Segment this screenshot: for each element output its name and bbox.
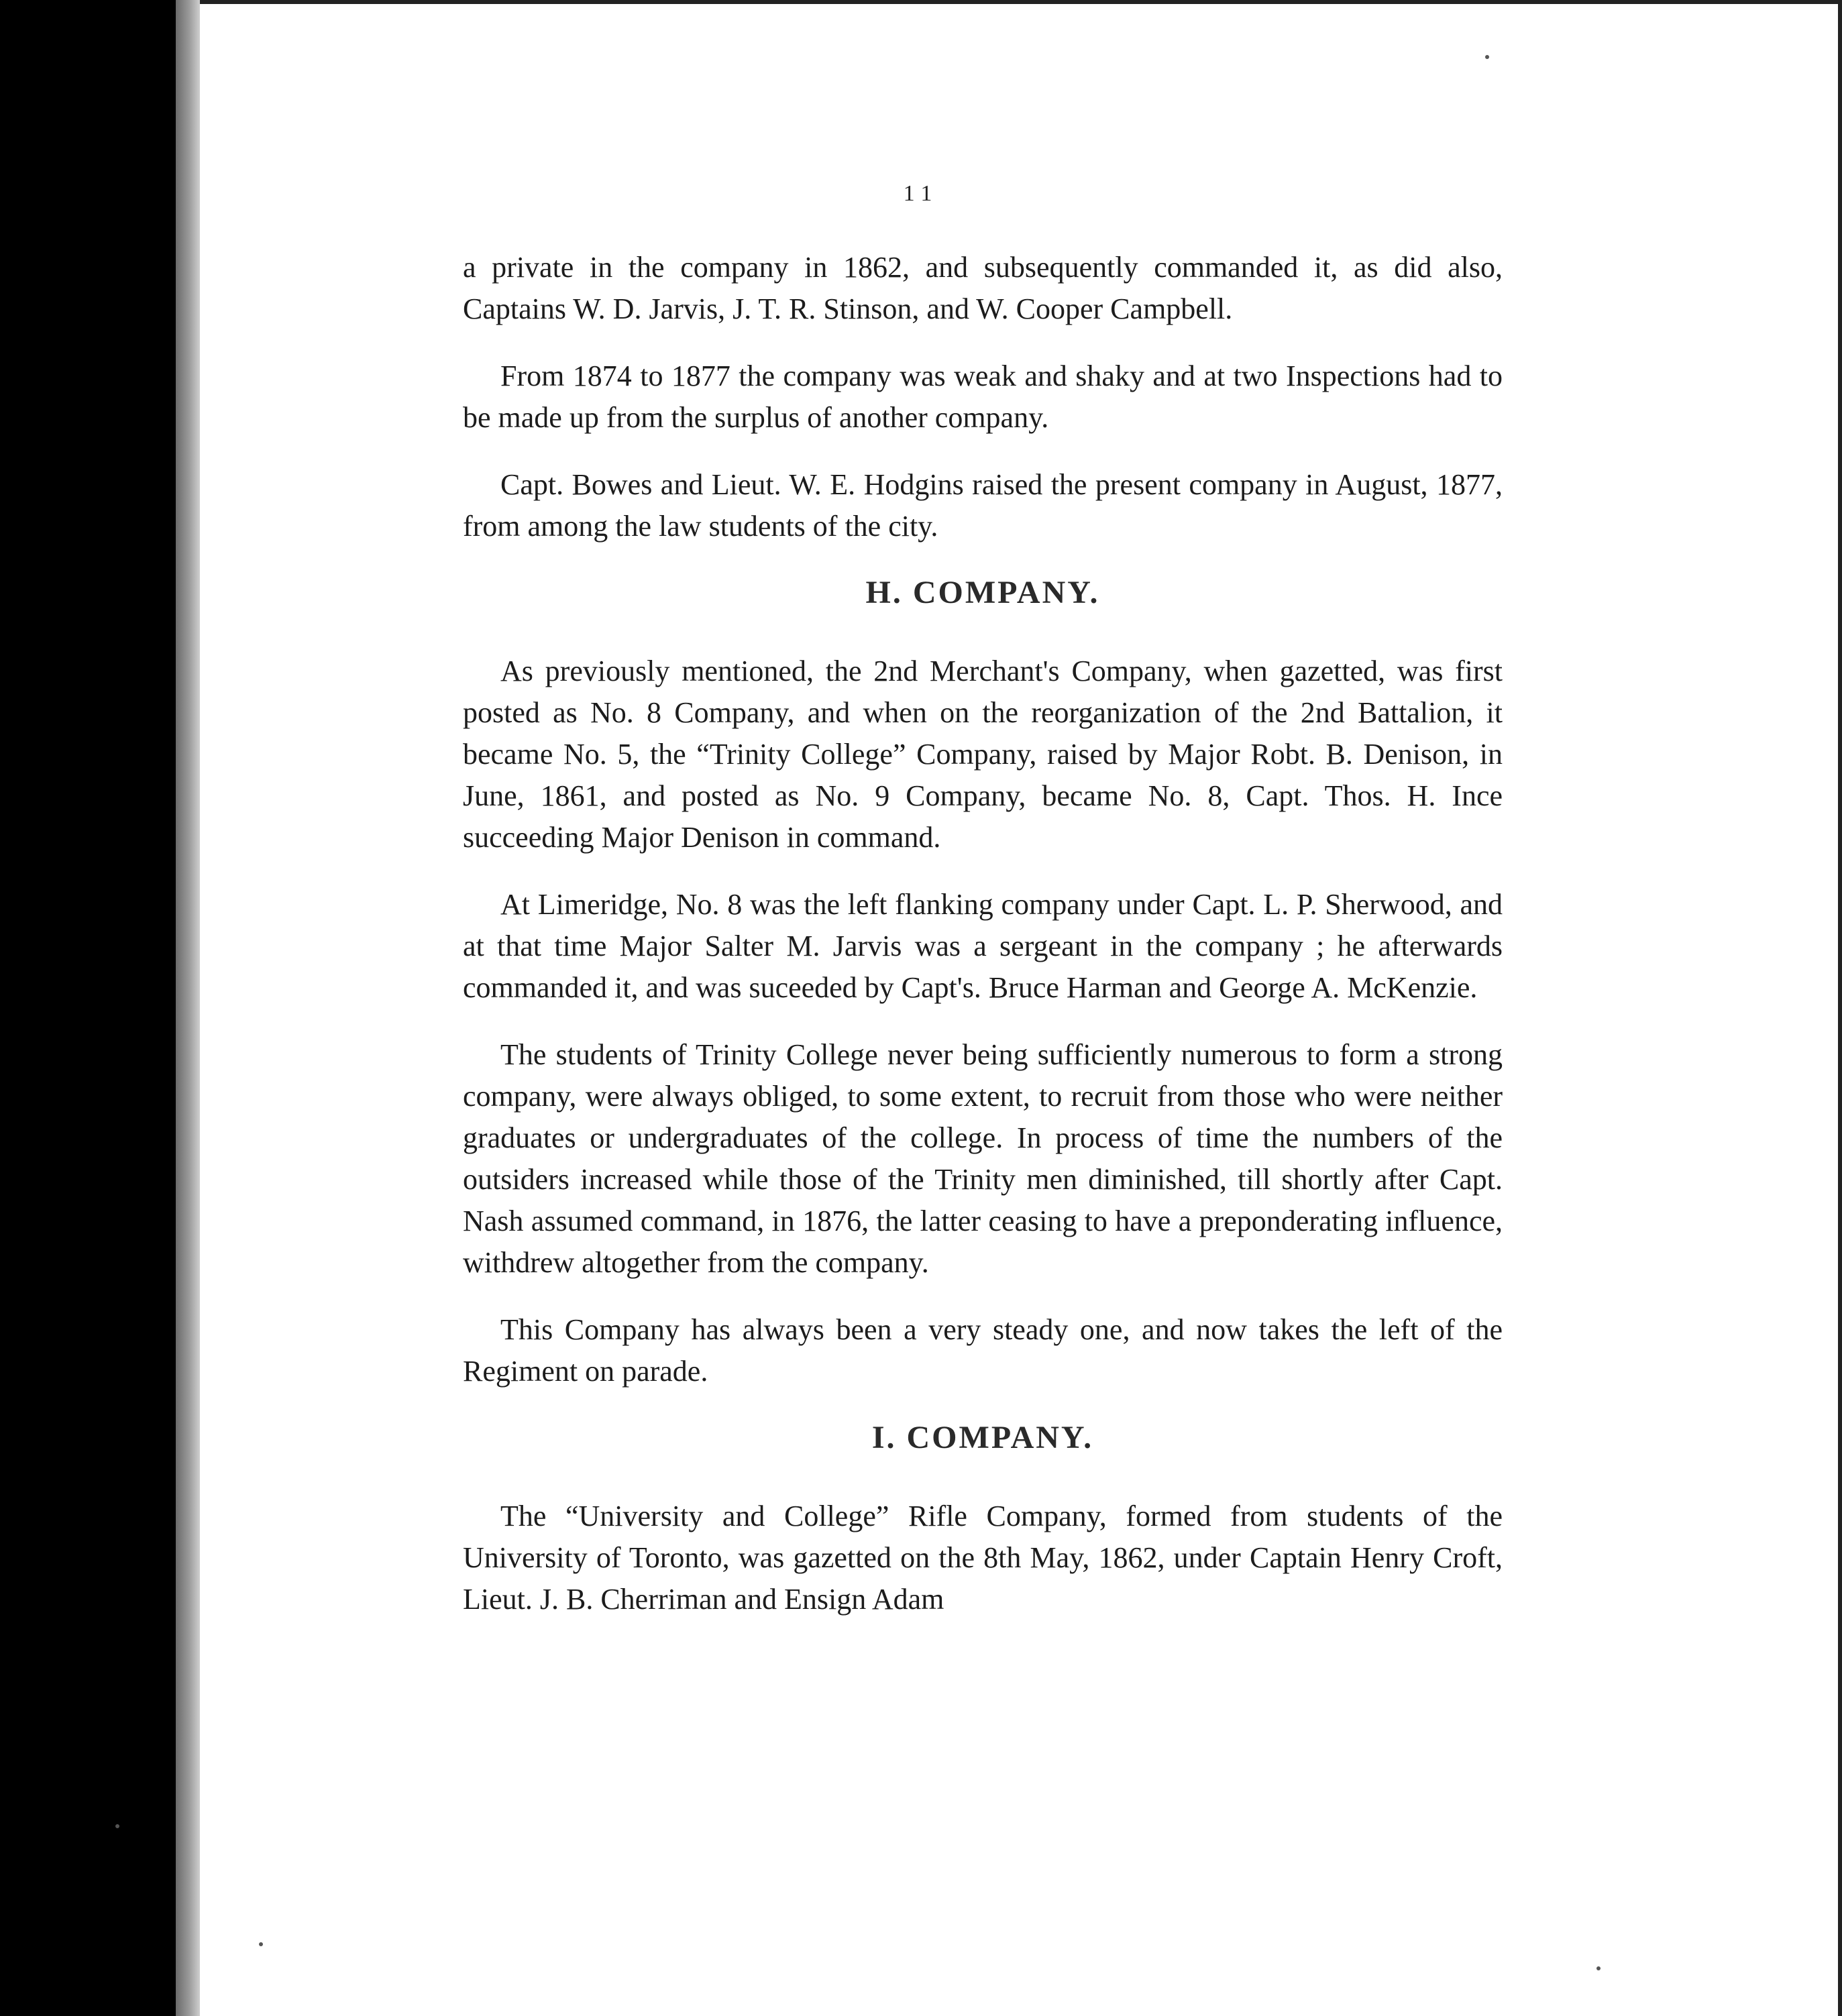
scan-right-edge <box>1838 0 1842 2016</box>
paragraph: The students of Trinity College never being sufficiently numerous to form a strong company, were always obliged, to some extent, to recruit from those who were neither graduates or undergraduates of the college. In process of time the numbers of the outsiders increased while those of the Trinity men diminished, till shortly after Capt. Nash assumed command, in 1876, the latter ceasing to have a preponderating influence, withdrew altogether from the company. <box>463 1038 1503 1279</box>
paragraph: As previously mentioned, the 2nd Merchant's Company, when gazetted, was first posted as No. 8 Company, and when on the reorganization of the 2nd Battalion, it became No. 5, the “Trinity College” Company, raised by Major Robt. B. Denison, in June, 1861, and posted as No. 9 Company, became No. 8, Capt. Thos. H. Ince succeeding Major Denison in command. <box>463 655 1503 854</box>
paragraph: The “University and College” Rifle Company, formed from students of the University of Toronto, was gazetted on the 8th May, 1862, under Captain Henry Croft, Lieut. J. B. Cherriman and Ensign Adam <box>463 1500 1503 1616</box>
scan-speck <box>115 1824 119 1828</box>
scan-left-border <box>0 0 176 2016</box>
scan-page-shadow <box>176 0 200 2016</box>
paragraph: Capt. Bowes and Lieut. W. E. Hodgins raised the present company in August, 1877, from among the law students of the city. <box>463 468 1503 543</box>
section-heading-i-company: I. COMPANY. <box>871 1420 1094 1455</box>
paragraph: At Limeridge, No. 8 was the left flanking company under Capt. L. P. Sherwood, and at that time Major Salter M. Jarvis was a sergeant in the company ; he afterwards commanded it, and was suceeded by Capt's. Bruce Harman and George A. McKenzie. <box>463 888 1503 1004</box>
scan-top-edge <box>200 0 1842 4</box>
scan-speck <box>1596 1966 1601 1970</box>
paragraph: From 1874 to 1877 the company was weak and shaky and at two Inspections had to be made up from the surplus of another company. <box>463 359 1503 434</box>
scan-speck <box>1485 55 1489 59</box>
page-number: 11 <box>903 181 939 206</box>
paragraph: a private in the company in 1862, and subsequently commanded it, as did also, Captains W. D. Jarvis, J. T. R. Stinson, and W. Cooper Campbell. <box>463 251 1503 325</box>
section-heading-h-company: H. COMPANY. <box>865 575 1100 610</box>
scan-speck <box>259 1942 263 1946</box>
page-body <box>463 247 1503 1646</box>
paragraph: This Company has always been a very steady one, and now takes the left of the Regiment on parade. <box>463 1313 1503 1388</box>
